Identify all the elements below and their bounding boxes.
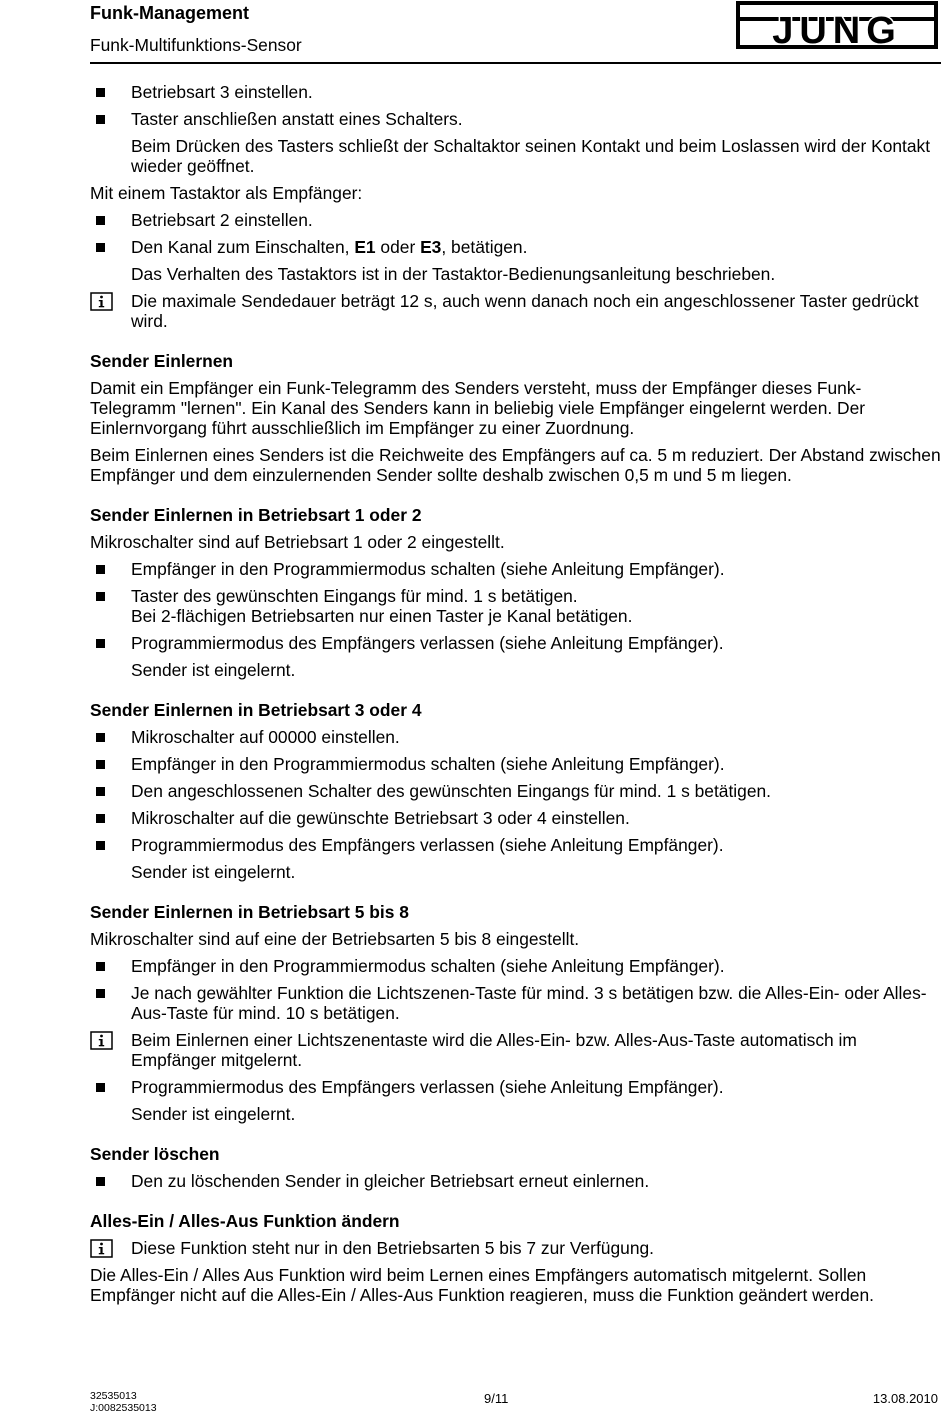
bullet-square-icon [96,760,105,769]
list-item [90,82,942,102]
indented-note: Sender ist eingelernt. [131,862,296,882]
list-item-text: Empfänger in den Programmiermodus schalten (siehe Anleitung Empfänger). [131,559,725,579]
paragraph: Damit ein Empfänger ein Funk-Telegramm des Senders versteht, muss der Empfänger dieses Funk-Telegramm "lernen". Ein Kanal des Senders kann in beliebig viele Empfänger eingelernt werden. Der Einlernvorgang führt ausschließlich im Empfänger zu einer Zuordnung. [90,378,866,438]
list-item-text: Den zu löschenden Sender in gleicher Betriebsart erneut einlernen. [131,1171,650,1191]
bullet-square-icon [96,841,105,850]
list-item [90,109,942,129]
list-item-text [131,237,942,257]
list-item [90,983,942,1023]
list-item [90,559,942,579]
job-number: J:0082535013 [90,1402,157,1414]
list-item-line: Bei 2-flächigen Betriebsarten nur einen Taster je Kanal betätigen. [131,606,633,626]
bullet-square-icon [96,814,105,823]
list-item [90,754,942,774]
list-item-text: Empfänger in den Programmiermodus schalten (siehe Anleitung Empfänger). [131,754,725,774]
channel-label: E3 [420,237,442,257]
document-date: 13.08.2010 [872,1391,938,1406]
intro-line: Mit einem Tastaktor als Empfänger: [90,183,363,203]
channel-label: E1 [354,237,376,257]
list-item [90,1077,942,1097]
bullet-square-icon [96,243,105,252]
section-heading: Sender Einlernen in Betriebsart 3 oder 4 [90,700,422,720]
paragraph: Die Alles-Ein / Alles Aus Funktion wird beim Lernen eines Empfängers automatisch mitgelernt. Sollen Empfänger nicht auf die Alles-Ein / Alles-Aus Funktion reagieren, muss die Funktion geändert werden. [90,1265,874,1305]
list-item [90,1171,942,1191]
info-note-text: Die maximale Sendedauer beträgt 12 s, auch wenn danach noch ein angeschlossener Taster gedrückt wird. [131,291,919,331]
document-body [90,82,942,1312]
paragraph: Beim Einlernen eines Senders ist die Reichweite des Empfängers auf ca. 5 m reduziert. Der Abstand zwischen Empfänger und dem einzulernenden Sender sollte deshalb zwischen 0,5 m und 5 m liegen. [90,445,941,485]
list-item [90,835,942,855]
info-note-text: Diese Funktion steht nur in den Betriebsarten 5 bis 7 zur Verfügung. [131,1238,654,1258]
page-header [0,0,950,66]
list-item-text: Taster anschließen anstatt eines Schalters. [131,109,463,129]
page-number: 9/11 [484,1391,509,1406]
info-note [90,291,942,331]
bullet-square-icon [96,962,105,971]
list-item [90,237,942,257]
list-item-text: Mikroschalter auf 00000 einstellen. [131,727,400,747]
bullet-square-icon [96,216,105,225]
document-title: Funk-Management [90,3,250,23]
section-heading: Alles-Ein / Alles-Aus Funktion ändern [90,1211,400,1231]
indented-note: Sender ist eingelernt. [131,1104,296,1124]
section-heading: Sender löschen [90,1144,220,1164]
list-item [90,210,942,230]
indented-note: Sender ist eingelernt. [131,660,296,680]
text-run: oder [375,237,421,257]
list-item-text: Mikroschalter auf die gewünschte Betriebsart 3 oder 4 einstellen. [131,808,630,828]
bullet-square-icon [96,639,105,648]
bullet-square-icon [96,989,105,998]
intro-line: Mikroschalter sind auf Betriebsart 1 oder 2 eingestellt. [90,532,505,552]
text-run: Den Kanal zum Einschalten, [131,237,355,257]
indented-note: Das Verhalten des Tastaktors ist in der Tastaktor-Bedienungsanleitung beschrieben. [131,264,776,284]
bullet-square-icon [96,787,105,796]
section-heading: Sender Einlernen in Betriebsart 1 oder 2 [90,505,422,525]
header-divider [90,62,941,64]
indented-note: Beim Drücken des Tasters schließt der Schaltaktor seinen Kontakt und beim Loslassen wird der Kontakt wieder geöffnet. [131,136,931,176]
list-item [90,781,942,801]
text-run: , betätigen. [441,237,528,257]
bullet-square-icon [96,733,105,742]
info-icon [90,292,113,311]
list-item-text: Empfänger in den Programmiermodus schalten (siehe Anleitung Empfänger). [131,956,725,976]
logo-text: JUNG [772,10,902,49]
bullet-square-icon [96,1177,105,1186]
list-item-text: Betriebsart 3 einstellen. [131,82,313,102]
list-item [90,727,942,747]
intro-line: Mikroschalter sind auf eine der Betriebsarten 5 bis 8 eingestellt. [90,929,580,949]
bullet-square-icon [96,115,105,124]
list-item-text: Betriebsart 2 einstellen. [131,210,313,230]
jung-logo [736,1,938,49]
info-icon [90,1031,113,1050]
bullet-square-icon [96,88,105,97]
bullet-square-icon [96,592,105,601]
section-heading: Sender Einlernen in Betriebsart 5 bis 8 [90,902,409,922]
list-item [90,586,942,626]
info-note [90,1030,942,1070]
list-item-text: Je nach gewählter Funktion die Lichtszenen-Taste für mind. 3 s betätigen bzw. die Alles-Ein- oder Alles-Aus-Taste für mind. 10 s betätigen. [131,983,927,1023]
list-item-line: Taster des gewünschten Eingangs für mind. 1 s betätigen. [131,586,578,606]
list-item-text: Den angeschlossenen Schalter des gewünschten Eingangs für mind. 1 s betätigen. [131,781,771,801]
list-item-text: Programmiermodus des Empfängers verlassen (siehe Anleitung Empfänger). [131,1077,724,1097]
list-item [90,633,942,653]
bullet-square-icon [96,1083,105,1092]
bullet-square-icon [96,565,105,574]
list-item-text: Programmiermodus des Empfängers verlassen (siehe Anleitung Empfänger). [131,835,724,855]
info-note-text: Beim Einlernen einer Lichtszenentaste wird die Alles-Ein- bzw. Alles-Aus-Taste automatisch im Empfänger mitgelernt. [131,1030,857,1070]
list-item-text: Programmiermodus des Empfängers verlassen (siehe Anleitung Empfänger). [131,633,724,653]
info-icon [90,1239,113,1258]
document-subtitle: Funk-Multifunktions-Sensor [90,35,302,55]
list-item-text [131,586,942,626]
document-codes [90,1390,157,1414]
list-item [90,956,942,976]
list-item [90,808,942,828]
section-heading: Sender Einlernen [90,351,234,371]
info-note [90,1238,942,1258]
page-footer [0,1388,950,1414]
article-number: 32535013 [90,1390,137,1402]
